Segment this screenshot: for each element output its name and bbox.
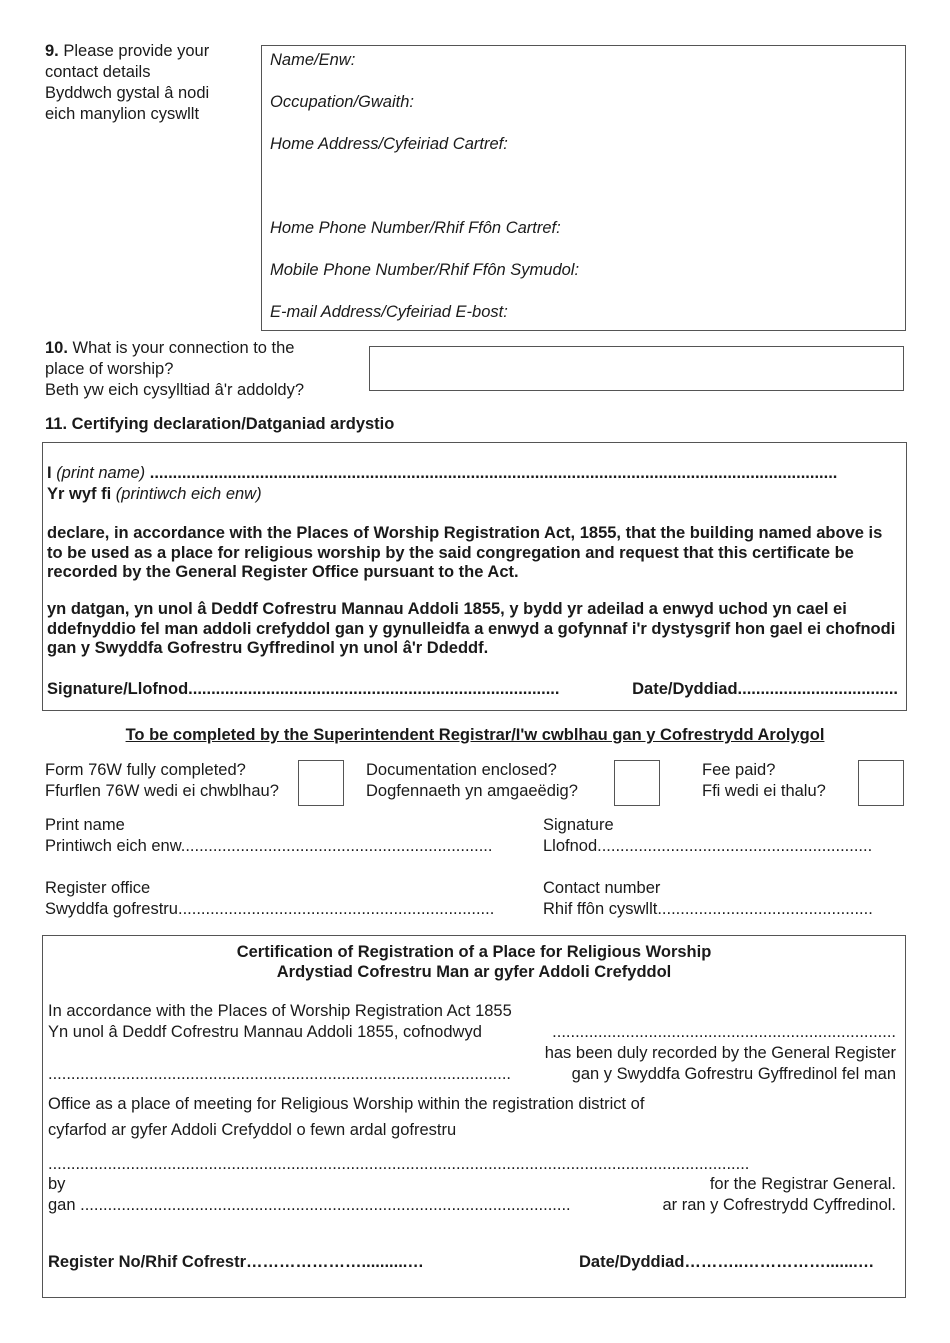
office-meeting-cy: cyfarfod ar gyfer Addoli Crefyddol o fewn ardal gofrestru [48,1121,457,1139]
home-address-field-label: Home Address/Cyfeiriad Cartref: [270,135,508,153]
i-print-hint: (print name) [56,464,146,482]
gan-label: gan [48,1196,76,1214]
certification-title-en: Certification of Registration of a Place for Religious Worship [236,943,712,961]
form76-cy: Ffurflen 76W wedi ei chwblhau? [45,782,279,800]
fee-checkbox[interactable] [858,760,904,806]
form76-en: Form 76W fully completed? [45,761,246,779]
q10-line2: place of worship? [45,360,174,378]
documentation-checkbox[interactable] [614,760,660,806]
print-name-dots: ...................................................................................................................................................... [149,464,838,482]
certification-title [43,942,905,982]
declaration-welsh: yn datgan, yn unol â Deddf Cofrestru Mannau Addoli 1855, y bydd yr adeilad a enwyd uchod yn cael ei ddefnyddio fel man addoli crefyddol gan y gynulleidfa a enwyd a gofynnaf i'r dystysgrif hon gael ei chofnodi gan y Swyddfa Gofrestru Gyffredinol yn unol â'r Ddeddf. [47,600,896,657]
registrar-contact[interactable] [543,878,873,920]
fee-cy: Ffi wedi ei thalu? [702,782,826,800]
recorded-en: has been duly recorded by the General Register [544,1044,896,1062]
q10-line1: What is your connection to the [72,339,295,357]
ar-ran-label: ar ran y Cofrestrydd Cyffredinol. [662,1196,896,1214]
q10-line3: Beth yw eich cysylltiad â'r addoldy? [45,381,305,399]
registrar-signature[interactable] [543,815,872,857]
q10-label [45,338,304,401]
contact-details-box[interactable] [261,45,906,331]
signature-en: Signature [543,816,614,834]
q9-line4: eich manylion cyswllt [45,105,200,123]
q9-line1: Please provide your [63,42,210,60]
office-en: Register office [45,879,151,897]
q9-line3: Byddwch gystal â nodi [45,84,210,102]
email-field-label: E-mail Address/Cyfeiriad E-bost: [270,303,508,321]
recorded-dots[interactable]: ..................................................................................................... [48,1065,512,1083]
yr-wyf-fi-line [47,484,262,504]
q9-number: 9. [45,42,59,60]
register-no-line[interactable]: Register No/Rhif Cofrestr…………………..........… [48,1253,424,1271]
connection-input[interactable] [369,346,904,391]
occupation-field-label: Occupation/Gwaith: [270,93,414,111]
contact-cy: Rhif ffôn cyswllt............................................... [543,900,873,918]
certification-title-cy: Ardystiad Cofrestru Man ar gyfer Addoli Crefyddol [276,963,672,981]
yr-print-hint: (printiwch eich enw) [115,485,262,503]
print-name-cy: Printiwch eich enw.................................................................... [45,837,493,855]
contact-en: Contact number [543,879,661,897]
district-dots[interactable]: ......................................................................................................................................................... [48,1155,750,1173]
fee-label [702,760,826,802]
accordance-en: In accordance with the Places of Worship Registration Act 1855 [48,1002,512,1020]
registrar-print-name[interactable] [45,815,492,857]
certification-date-line[interactable]: Date/Dyddiad………..…………….......… [579,1253,875,1271]
accordance-dots[interactable]: ........................................................................... [552,1023,896,1041]
mobile-phone-field-label: Mobile Phone Number/Rhif Ffôn Symudol: [270,261,580,279]
declaration-signature-line[interactable]: Signature/Llofnod................................................................................. [47,680,560,698]
print-name-line[interactable] [47,463,901,483]
for-registrar-label: for the Registrar General. [709,1175,896,1193]
certification-box [42,935,906,1298]
declaration-english: declare, in accordance with the Places of Worship Registration Act, 1855, that the building named above is to be used as a place for religious worship by the said congregation and request that this certificate be recorded by the General Register Office pursuant to the Act. [47,524,883,581]
gan-dots: ........................................................................................................... [80,1196,571,1214]
fee-en: Fee paid? [702,761,776,779]
print-name-en: Print name [45,816,125,834]
signature-cy: Llofnod............................................................ [543,837,873,855]
yr-label: Yr wyf fi [47,485,112,503]
form76-label [45,760,279,802]
by-label: by [48,1175,66,1193]
home-phone-field-label: Home Phone Number/Rhif Ffôn Cartref: [270,219,561,237]
declaration-box [42,442,907,711]
q11-heading: 11. Certifying declaration/Datganiad ardystio [45,415,395,433]
office-meeting-en: Office as a place of meeting for Religious Worship within the registration district of [48,1095,645,1113]
documentation-label [366,760,578,802]
registrar-heading: To be completed by the Superintendent Registrar/I'w cwblhau gan y Cofrestrydd Arolygol [125,726,825,744]
name-field-label: Name/Enw: [270,51,356,69]
docs-en: Documentation enclosed? [366,761,557,779]
q10-number: 10. [45,339,68,357]
form76-checkbox[interactable] [298,760,344,806]
recorded-cy: gan y Swyddfa Gofrestru Gyffredinol fel man [571,1065,896,1083]
i-label: I [47,464,52,482]
registrar-office[interactable] [45,878,494,920]
q9-line2: contact details [45,63,151,81]
office-cy: Swyddfa gofrestru..................................................................... [45,900,495,918]
gan-line[interactable] [48,1195,571,1215]
accordance-cy: Yn unol â Deddf Cofrestru Mannau Addoli 1855, cofnodwyd [48,1023,482,1041]
declaration-date-line[interactable]: Date/Dyddiad................................... [632,680,898,698]
docs-cy: Dogfennaeth yn amgaeëdig? [366,782,578,800]
q9-label [45,41,209,125]
